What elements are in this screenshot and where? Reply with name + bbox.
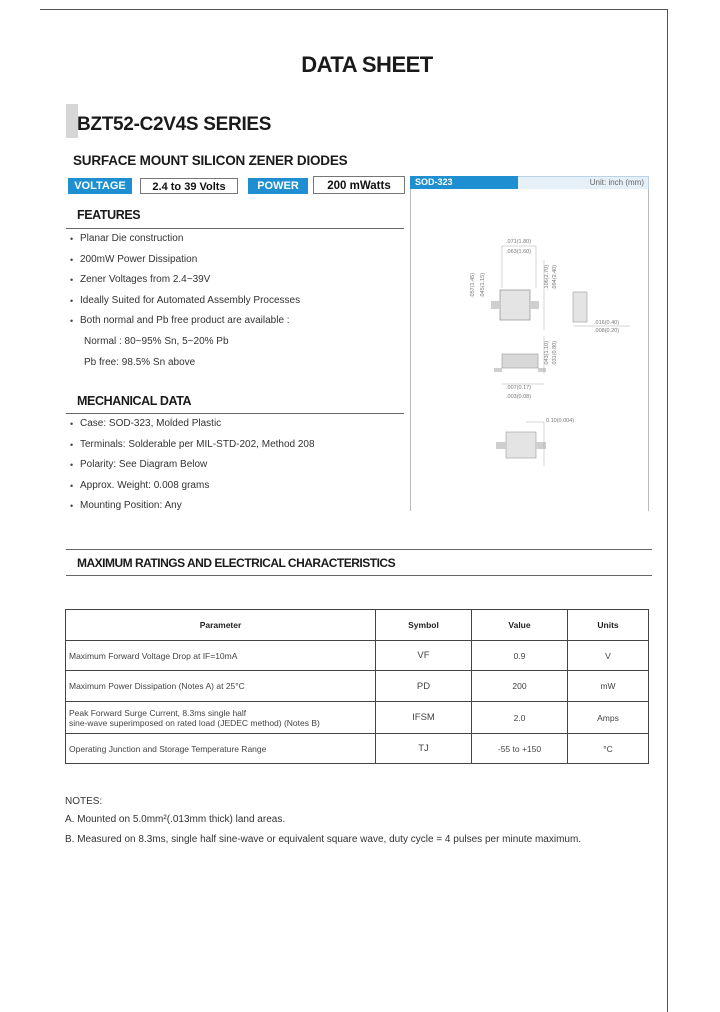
dim-d6: .094(2.40)	[552, 264, 558, 290]
cell-parameter-line1: Peak Forward Surge Current, 8.3ms single half	[69, 707, 247, 718]
cell-units: mW	[568, 671, 649, 702]
cell-parameter: Operating Junction and Storage Temperature Range	[66, 734, 376, 764]
cell-parameter: Maximum Power Dissipation (Notes A) at 25°C	[66, 671, 376, 702]
dim-d5: .106(2.70)	[544, 264, 550, 290]
features-list	[70, 229, 300, 373]
mechanical-heading: MECHANICAL DATA	[77, 394, 192, 408]
product-subtitle: SURFACE MOUNT SILICON ZENER DIODES	[73, 153, 348, 168]
col-header-symbol: Symbol	[376, 610, 472, 641]
col-header-units: Units	[568, 610, 649, 641]
cell-value: 200	[472, 671, 568, 702]
col-header-parameter: Parameter	[66, 610, 376, 641]
mechanical-item: • Mounting Position: Any	[70, 496, 315, 517]
cell-value: 0.9	[472, 641, 568, 671]
power-label: POWER	[248, 178, 308, 194]
series-title: BZT52-C2V4S SERIES	[77, 114, 272, 135]
mechanical-item: • Case: SOD-323, Molded Plastic	[70, 414, 315, 435]
dim-d10: .031(0.80)	[552, 340, 558, 366]
bottom-view-body	[506, 432, 536, 458]
top-view-lead-left	[491, 301, 500, 309]
feature-sub-item-normal: Normal : 80~95% Sn, 5~20% Pb	[84, 335, 229, 347]
dim-d3: .057(1.45)	[470, 272, 476, 298]
side-view-lead	[573, 292, 587, 322]
dim-d13: 0.10(0.004)	[546, 418, 575, 424]
voltage-value: 2.4 to 39 Volts	[140, 178, 238, 194]
cell-symbol: TJ	[376, 734, 472, 764]
voltage-label: VOLTAGE	[68, 178, 132, 194]
ratings-heading: MAXIMUM RATINGS AND ELECTRICAL CHARACTERISTICS	[77, 556, 396, 570]
dim-d11: .007(0.17)	[506, 385, 532, 391]
package-name: SOD-323	[410, 176, 518, 189]
front-view-body	[502, 354, 538, 368]
feature-item: • 200mW Power Dissipation	[70, 250, 300, 271]
notes-heading: NOTES:	[65, 796, 103, 807]
cell-symbol: IFSM	[376, 702, 472, 734]
table-row	[66, 641, 649, 671]
features-heading: FEATURES	[77, 208, 141, 222]
feature-item: • Planar Die construction	[70, 229, 300, 250]
page-frame-top	[40, 9, 668, 10]
cell-symbol: PD	[376, 671, 472, 702]
dim-d1: .071(1.80)	[506, 239, 532, 245]
power-value: 200 mWatts	[313, 176, 405, 194]
cell-units: V	[568, 641, 649, 671]
cell-units: Amps	[568, 702, 649, 734]
cell-value: 2.0	[472, 702, 568, 734]
cell-symbol: VF	[376, 641, 472, 671]
mechanical-item: • Approx. Weight: 0.008 grams	[70, 476, 315, 497]
dim-d2: .063(1.60)	[506, 249, 532, 255]
feature-item: • Ideally Suited for Automated Assembly Processes	[70, 291, 300, 312]
page-frame-right	[667, 9, 668, 1012]
feature-item: • Zener Voltages from 2.4~39V	[70, 270, 300, 291]
cell-parameter	[66, 702, 376, 734]
package-unit: Unit: inch (mm)	[518, 176, 649, 189]
package-panel-left-border	[410, 189, 411, 511]
top-view-lead-right	[530, 301, 539, 309]
dim-d7: .016(0.40)	[594, 320, 620, 326]
ratings-rule-top	[66, 549, 652, 550]
dim-d4: .045(1.15)	[480, 272, 486, 298]
dim-d12: .003(0.08)	[506, 394, 532, 400]
cell-units: °C	[568, 734, 649, 764]
ratings-table	[65, 609, 649, 764]
sod323-outline-diagram	[440, 226, 650, 476]
table-row	[66, 702, 649, 734]
mechanical-item: • Polarity: See Diagram Below	[70, 455, 315, 476]
col-header-value: Value	[472, 610, 568, 641]
top-view-body	[500, 290, 530, 320]
table-row	[66, 734, 649, 764]
note-b: B. Measured on 8.3ms, single half sine-wave or equivalent square wave, duty cycle = 4 pulses per minute maximum.	[65, 834, 582, 845]
dim-d9: .043(1.10)	[544, 340, 550, 366]
ratings-rule-bottom	[66, 575, 652, 576]
cell-parameter-line2: sine-wave superimposed on rated load (JEDEC method) (Notes B)	[69, 717, 320, 728]
note-a: A. Mounted on 5.0mm²(.013mm thick) land areas.	[65, 814, 286, 825]
table-header-row	[66, 610, 649, 641]
feature-sub-item-pb-free: Pb free: 98.5% Sn above	[84, 356, 196, 368]
feature-item: • Both normal and Pb free product are available :	[70, 311, 300, 332]
cell-value: -55 to +150	[472, 734, 568, 764]
cell-parameter: Maximum Forward Voltage Drop at IF=10mA	[66, 641, 376, 671]
dim-d8: .008(0.20)	[594, 328, 620, 334]
table-row	[66, 671, 649, 702]
document-title: DATA SHEET	[301, 52, 433, 77]
mechanical-list	[70, 414, 315, 517]
mechanical-item: • Terminals: Solderable per MIL-STD-202, Method 208	[70, 435, 315, 456]
